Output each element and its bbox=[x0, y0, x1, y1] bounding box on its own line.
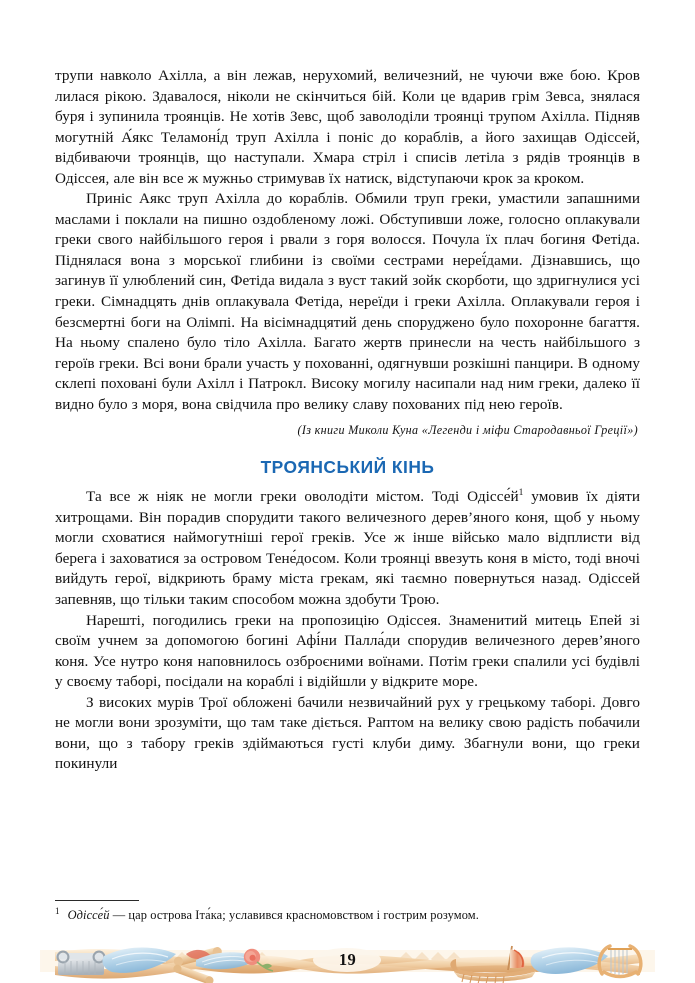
paragraph-epeus-builds: Нарешті, погодились греки на пропозицію Одіссея. Знаменитий митець Епей зі своїм учнем за допомогою богині Афі́ни Палла́ди спорудив величезного дерев’яного коня. Усе нутро коня наповнилось озброєними воїнами. Потім греки спалили усі будівлі у своєму таборі, посідали на кораблі і відійшли у відкрите море. bbox=[55, 611, 640, 691]
paragraph-wooden-horse-plan bbox=[55, 487, 640, 610]
footnote-definition: — цар острова Іта́ка; уславився красномовством і гострим розумом. bbox=[109, 908, 479, 922]
page-content bbox=[55, 66, 640, 775]
footnote-term: Одіссе́й bbox=[67, 908, 110, 922]
footnote-separator-rule bbox=[55, 900, 139, 901]
footnote-area bbox=[55, 900, 640, 923]
paragraph-text-before-footnote-ref: Та все ж ніяк не могли греки оволодіти містом. Тоді Одіссе́й bbox=[86, 488, 519, 506]
footnote-marker: 1 bbox=[55, 905, 60, 916]
footnote-entry bbox=[55, 905, 640, 923]
footnote-reference-marker[interactable]: 1 bbox=[518, 488, 524, 499]
paragraph-text-after-footnote-ref: умовив їх діяти хитрощами. Він порадив спорудити такого величезного дерев’яного коня, щоб у ньому могли сховатися наймогутніші герої греків. Усе ж інше військо мало відплисти від берега і заховатися за островом Тене́досом. Коли троянці ввезуть коня в місто, тоді вночі вийдуть герої, відкриють браму міста грекам, які таємно повернуться назад. Одіссей запевняв, що тільки таким способом можна здобути Трою. bbox=[55, 488, 640, 609]
paragraph-funeral: Приніс Аякс труп Ахілла до кораблів. Обмили труп греки, умастили запашними маслами і поклали на пишно оздобленому ложі. Обступивши ложе, голосно оплакували греки свого найбільшого героя і рвали з горя волосся. Почула їх плач богиня Фетіда. Піднялася вона з морської глибини із своїми сестрами нереї́дами. Дізнавшись, що загинув її улюблений син, Фетіда видала з вуст такий зойк скорботи, що здригнулися усі греки. Сімнадцять днів оплакувала Фетіда, нереїди і греки Ахілла. Оплакували героя і безсмертні боги на Олімпі. На вісімнадцятий день споруджено було похоронне багаття. На ньому спалено було тіло Ахілла. Багато жертв принесли на честь найбільшого з героїв греки. Всі вони брали участь у похованні, одягнувши розкішні панцири. В одному склепі поховані були Ахілл і Патрокл. Високу могилу насипали над ним греки, далеко її видно було з моря, вона свідчила про велику славу похованих під нею героїв. bbox=[55, 190, 640, 413]
paragraph-trojans-see-smoke: З високих мурів Трої обложені бачили незвичайний рух у грецькому таборі. Довго не могли вони зрозуміти, що там таке діється. Раптом на велику свою радість побачили вони, що з табору греків здіймаються густі клуби диму. Збагнули вони, що греки покинули bbox=[55, 693, 640, 773]
section-heading-trojan-horse: ТРОЯНСЬКИЙ КІНЬ bbox=[260, 457, 435, 478]
paragraph-achilles-body: трупи навколо Ахілла, а він лежав, нерухомий, величезний, не чуючи вже бою. Кров лилася рікою. Здавалося, ніколи не скінчиться бій. Коли це вдарив грім Зевса, знялася буря і зупинила троянців. Не хотів Зевс, щоб заволоділи троянці трупом Ахілла. Підняв могутній А́якс Теламоні́д труп Ахілла і поніс до кораблів, а його захищав Одіссей, відбиваючи троянців, що наступали. Хмара стріл і списів летіла з рядів троянців в Одіссея, але він все ж мужньо стримував їх натиск, відступаючи крок за кроком. bbox=[55, 67, 640, 187]
source-attribution: (Із книги Миколи Куна «Легенди і міфи Стародавньої Греції») bbox=[297, 423, 638, 438]
page-number: 19 bbox=[338, 950, 357, 969]
